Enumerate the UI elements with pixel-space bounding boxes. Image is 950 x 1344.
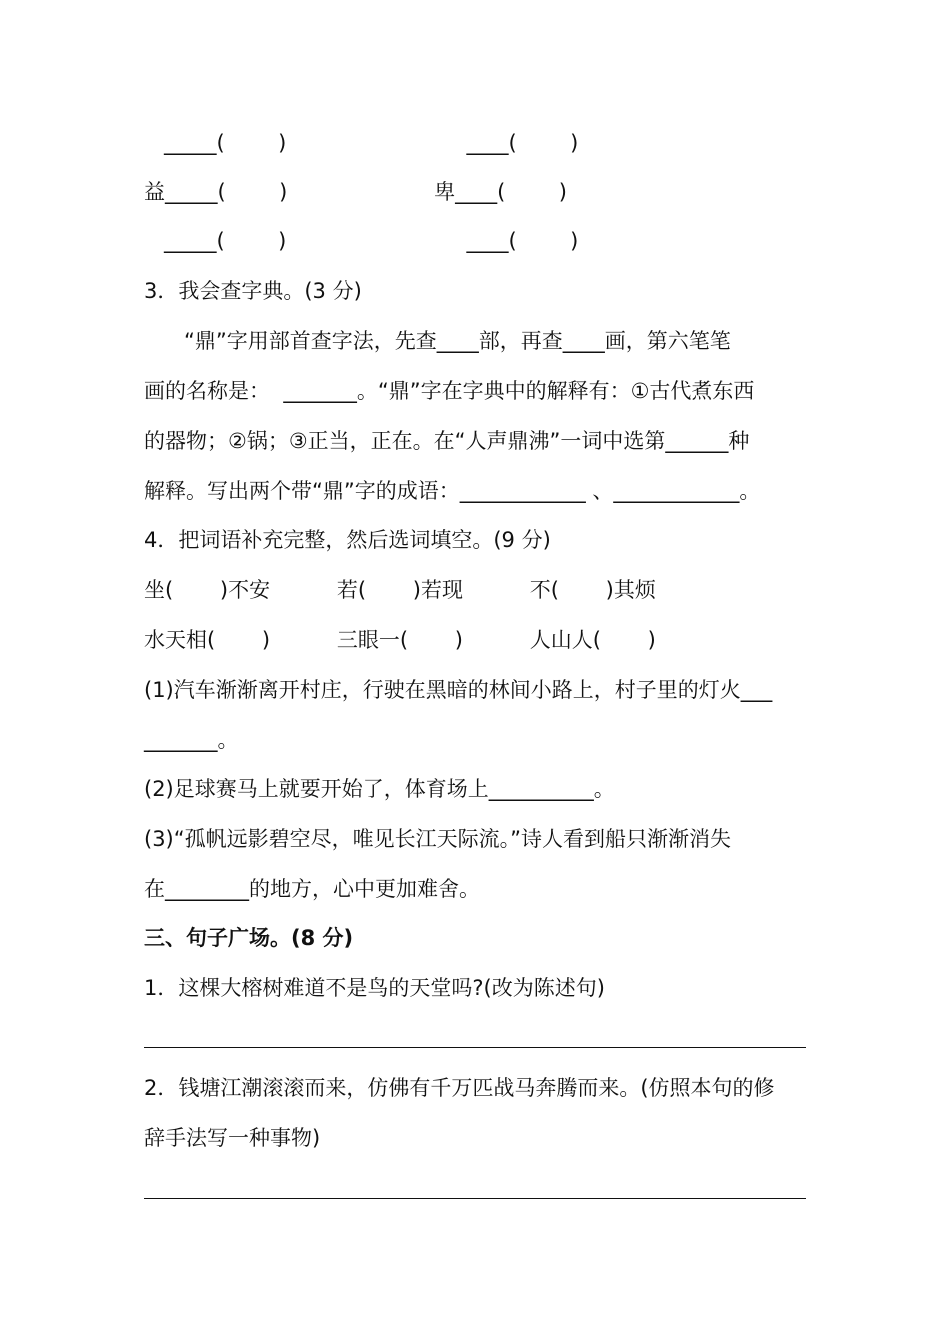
question-3-heading: 3．我会查字典。(3 分) bbox=[144, 279, 362, 303]
idiom-row-1: 坐( )不安 若( )若现 不( )其烦 bbox=[144, 578, 656, 602]
section-3-heading: 三、句子广场。(8 分) bbox=[144, 926, 354, 950]
idiom-row-2: 水天相( ) 三眼一( ) 人山人( ) bbox=[144, 628, 656, 652]
fill-blank-1-line-1: (1)汽车渐渐离开村庄，行驶在黑暗的林间小路上，村子里的灯火___ bbox=[144, 678, 773, 702]
pinyin-blank-row-3: _____( ) ____( ) bbox=[144, 229, 579, 253]
pinyin-blank-row-2: 益_____( ) 卑____( ) bbox=[144, 180, 567, 204]
answer-line-1 bbox=[144, 1047, 806, 1048]
answer-line-2 bbox=[144, 1198, 806, 1199]
question-3-text-line-2: 画的名称是： _______。“鼎”字在字典中的解释有：①古代煮东西 bbox=[144, 379, 755, 403]
sentence-question-2-line-2: 辞手法写一种事物) bbox=[144, 1126, 321, 1150]
pinyin-blank-row-1: _____( ) ____( ) bbox=[144, 131, 579, 155]
fill-blank-3-line-2: 在________的地方，心中更加难舍。 bbox=[144, 877, 480, 901]
fill-blank-1-line-2: _______。 bbox=[144, 728, 239, 752]
question-3-text-line-3: 的器物；②锅；③正当，正在。在“人声鼎沸”一词中选第______种 bbox=[144, 429, 750, 453]
question-4-heading: 4．把词语补充完整，然后选词填空。(9 分) bbox=[144, 528, 551, 552]
sentence-question-2-line-1: 2．钱塘江潮滚滚而来，仿佛有千万匹战马奔腾而来。(仿照本句的修 bbox=[144, 1076, 775, 1100]
sentence-question-1: 1．这棵大榕树难道不是鸟的天堂吗?(改为陈述句) bbox=[144, 976, 605, 1000]
question-3-text-line-4: 解释。写出两个带“鼎”字的成语：____________ 、____________。 bbox=[144, 479, 761, 503]
fill-blank-2: (2)足球赛马上就要开始了，体育场上__________。 bbox=[144, 777, 615, 801]
question-3-text-line-1: “鼎”字用部首查字法，先查____部，再查____画，第六笔笔 bbox=[144, 329, 731, 353]
fill-blank-3-line-1: (3)“孤帆远影碧空尽，唯见长江天际流。”诗人看到船只渐渐消失 bbox=[144, 827, 732, 851]
